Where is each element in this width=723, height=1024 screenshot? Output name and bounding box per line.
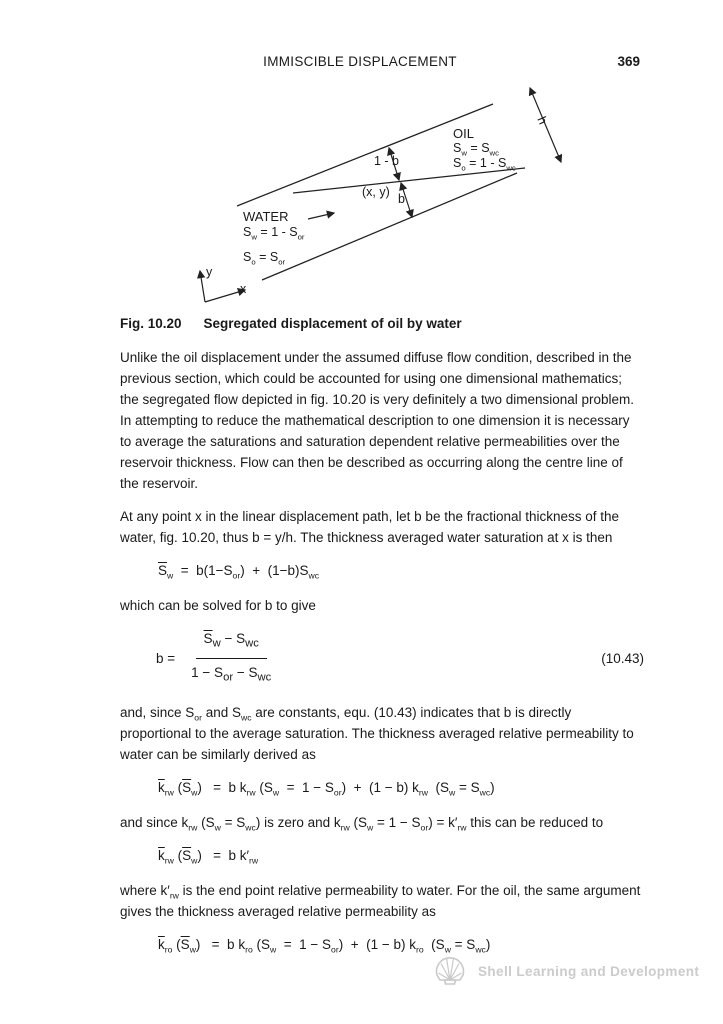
y-axis-arrow	[200, 271, 205, 302]
water-so-label: $S_o = S_{or}$	[243, 250, 286, 267]
page-header	[120, 54, 640, 72]
paragraph-5: and since $k_{rw}$ $(S_w = S_{wc})$ is zero and $k_{rw}$ $(S_w = 1 - S_{or}) = k'_{rw}$ this can be reduced to	[120, 815, 604, 834]
equation-10-43-lhs: b =	[156, 650, 176, 666]
equation-10-43-fraction	[183, 628, 279, 688]
equation-avg-kro: $\overline{k}_{ro}$ $(\overline{S}_w) = b$ $k_{ro}$ $(S_w = 1 - S_{or}) + (1 - b)$ $k_{ro}$ $(S_w = S_{wc})$	[158, 937, 491, 956]
equation-10-43	[156, 628, 644, 688]
figure-caption-text: Segregated displacement of oil by water	[203, 316, 462, 331]
oil-so-label: $S_o = 1 - S_{wc}$	[453, 156, 516, 173]
x-axis-arrow	[205, 290, 245, 302]
page-footer	[430, 950, 699, 992]
flow-direction-arrow	[308, 213, 334, 219]
equation-avg-krw: $\overline{k}_{rw}$ $(\overline{S}_w) = b$ $k_{rw}$ $(S_w = 1 - S_{or}) + (1 - b)$ $k_{rw}$ $(S_w = S_{wc})$	[158, 780, 495, 799]
y-axis-label: y	[206, 265, 213, 279]
equation-avg-saturation: $\overline{S}_w = b(1-S_{or}) + (1-b)S_{wc}$	[158, 563, 320, 581]
figure-10-20	[140, 85, 620, 315]
water-region-label: WATER	[243, 209, 289, 224]
point-xy-label: (x, y)	[362, 185, 390, 199]
oil-region-label: OIL	[453, 126, 474, 141]
figure-caption	[120, 316, 462, 331]
shell-pecten-icon	[430, 951, 470, 991]
paragraph-4: and, since $S_{or}$ and $S_{wc}$ are constants, equ. (10.43) indicates that b is directly proportional to the average saturation. The thickness averaged relative permeability to water can be similarly derived as	[120, 705, 634, 763]
equation-number: (10.43)	[601, 650, 644, 666]
figure-number: Fig. 10.20	[120, 316, 182, 331]
page-number: 369	[617, 54, 640, 69]
paragraph-6: where $k'_{rw}$ is the end point relative permeability to water. For the oil, the same argument gives the thickness averaged relative permeability as	[120, 883, 641, 920]
equation-10-43-numerator: $\overline{S}_w - S_{wc}$	[196, 628, 267, 659]
chapter-title: IMMISCIBLE DISPLACEMENT	[263, 54, 457, 69]
oil-sw-label: $S_w = S_{wc}$	[453, 141, 500, 158]
water-sw-label: $S_w = 1 - S_{or}$	[243, 225, 305, 242]
x-axis-label: x	[240, 282, 247, 296]
equation-10-43-denominator: $1 - S_{or} - S_{wc}$	[191, 664, 272, 684]
b-label: b	[398, 192, 405, 206]
body-content	[120, 347, 644, 969]
footer-brand-text: Shell Learning and Development	[478, 963, 700, 979]
equation-krw-reduced: $\overline{k}_{rw}$ $(\overline{S}_w) = b$ $k'_{rw}$	[158, 848, 259, 867]
paragraph-3: which can be solved for b to give	[120, 598, 316, 613]
h-label: h	[534, 114, 551, 127]
one-minus-b-label: 1 - b	[374, 154, 400, 168]
paragraph-1: Unlike the oil displacement under the assumed diffuse flow condition, described in the previous section, which could be accounted for using one dimensional mathematics; the segregated flow depicted in fig. 10.20 is very definitely a two dimensional problem. In attempting to reduce the mathematical description to one dimension it is necessary to average the saturations and saturation dependent relative permeabilities over the reservoir thickness. Flow can then be described as occurring along the centre line of the reservoir.	[120, 350, 635, 491]
oil-water-interface-line	[293, 168, 525, 193]
paragraph-2: At any point x in the linear displacement path, let b be the fractional thickness of the water, fig. 10.20, thus b = y/h. The thickness averaged water saturation at x is then	[120, 509, 620, 545]
